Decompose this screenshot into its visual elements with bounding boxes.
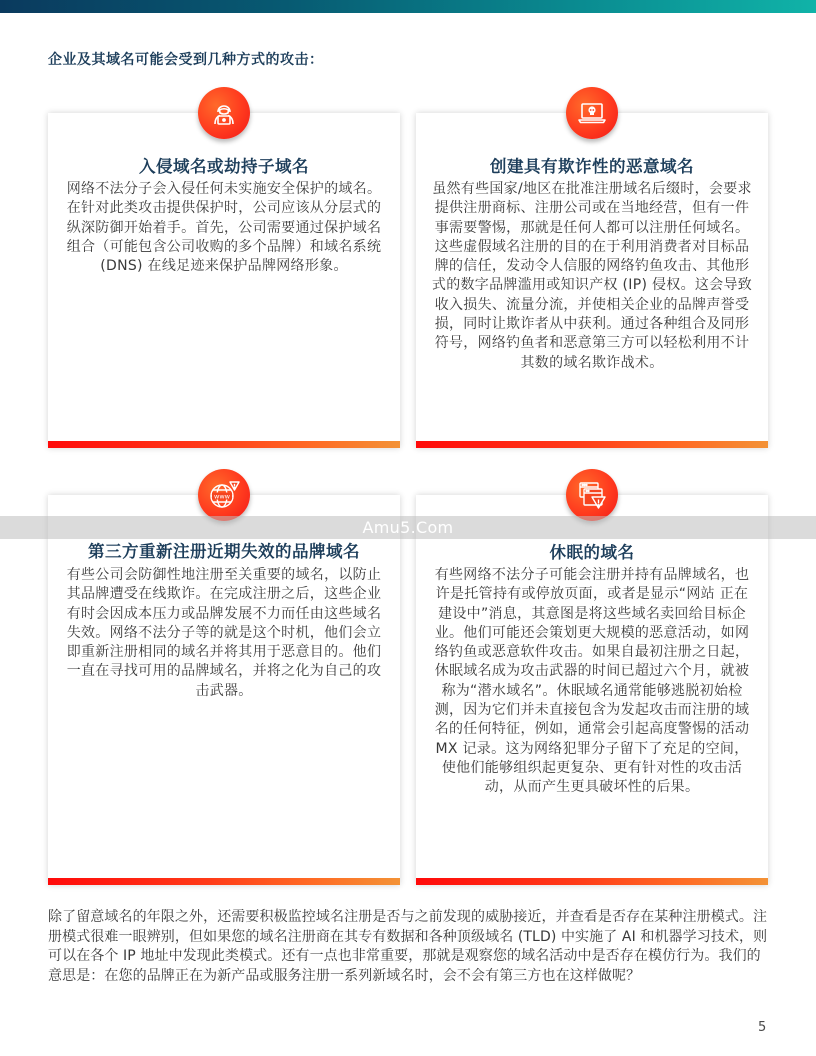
skull-laptop-icon [566,87,618,139]
card-title: 入侵域名或劫持子域名 [139,157,309,176]
header-gradient-band [0,0,816,13]
card-accent-bar [48,441,400,448]
watermark-text: Amu5.Com [362,518,454,537]
closing-paragraph: 除了留意域名的年限之外，还需要积极监控域名注册是否与之前发现的威胁接近，并查看是否存在某种注册模式。注册模式很难一眼辨别，但如果您的域名注册商在其专有数据和各种顶级域名 (TLD) 中实施了 AI 和机器学习技术，则可以在各个 IP 地址中发现此类模式。还有一点也非常重要，那就是观察您的域名活动中是否存在模仿行为。我们的意思是：在您的品牌正在为新产品或服务注册一系列新域名时，会不会有第三方也在这样做呢？ [48,909,768,984]
card-title: 休眠的域名 [549,543,635,562]
card-body: 虽然有些国家/地区在批准注册域名后缀时，会要求提供注册商标、注册公司或在当地经营，但有一件事需要警惕，那就是任何人都可以注册任何域名。这些虚假域名注册的目的在于利用消费者对目标品牌的信任，发动令人信服的网络钓鱼攻击、其他形式的数字品牌滥用或知识产权 (IP) 侵权。这会导致收入损失、流量分流，并使相关企业的品牌声誉受损，同时让欺诈者从中获利。通过各种组合及同形符号，网络钓鱼者和恶意第三方可以轻松利用不计其数的域名欺诈战术。 [431,181,753,371]
card-body: 网络不法分子会入侵任何未实施安全保护的域名。在针对此类攻击提供保护时，公司应该从分层式的纵深防御开始着手。首先，公司需要通过保护域名组合（可能包含公司收购的多个品牌）和域名系统 (DNS) 在线足迹来保护品牌网络形象。 [66,181,382,275]
attack-card-expired-domains [48,492,400,885]
attack-card-dormant-domains [416,495,768,885]
card-body: 有些网络不法分子可能会注册并持有品牌域名，也许是托管持有或停放页面，或者是显示“网站 正在建设中”消息，其意图是将这些域名卖回给目标企业。他们可能还会策划更大规模的恶意活动，如网络钓鱼或恶意软件攻击。如果自最初注册之日起，休眠域名成为攻击武器的时间已超过六个月，就被称为“潜水域名”。休眠域名通常能够逃脱初始检测，因为它们并未直接包含为发起攻击而注册的域名的任何特征，例如，通常会引起高度警惕的活动 MX 记录。这为网络犯罪分子留下了充足的空间，使他们能够组织起更复杂、更有针对性的攻击活动，从而产生更具破坏性的后果。 [434,567,750,796]
card-body: 有些公司会防御性地注册至关重要的域名，以防止其品牌遭受在线欺诈。在完成注册之后，这些企业有时会因成本压力或品牌发展不力而任由这些域名失效。网络不法分子等的就是这个时机，他们会立即重新注册相同的域名并将其用于恶意目的。他们一直在寻找可用的品牌域名，并将之化为自己的攻击武器。 [66,567,382,699]
card-title: 第三方重新注册近期失效的品牌域名 [88,542,360,561]
hacker-laptop-icon [198,87,250,139]
svg-text:www: www [214,492,230,501]
www-globe-warning-icon [198,469,250,521]
watermark-band [0,516,816,539]
attack-card-hijack [48,113,400,448]
attack-card-malicious-domains [416,113,768,448]
card-accent-bar [416,441,768,448]
intro-heading: 企业及其域名可能会受到几种方式的攻击： [48,52,324,68]
card-title: 创建具有欺诈性的恶意域名 [490,157,694,176]
page-number: 5 [758,1020,767,1035]
browser-windows-warning-icon [566,469,618,521]
card-accent-bar [48,878,400,885]
card-accent-bar [416,878,768,885]
